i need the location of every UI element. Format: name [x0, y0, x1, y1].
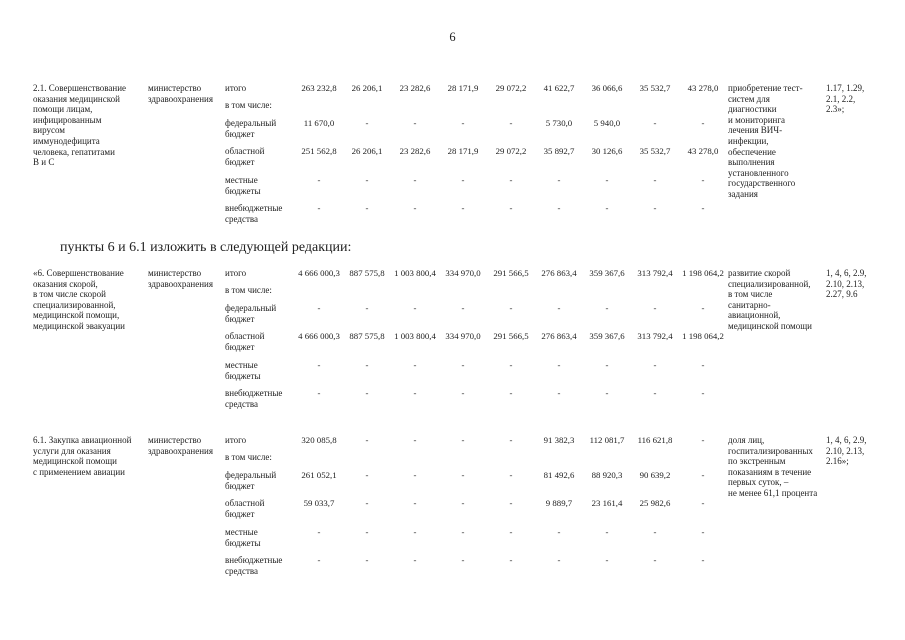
amount-total-cell: 112 081,7 — [589, 435, 625, 445]
funding-source-local-budgets-line: местные — [225, 360, 258, 370]
item-title-line: специализированной, — [33, 299, 116, 310]
expected-result — [728, 435, 817, 499]
amount-regional-budget-cell: 276 863,4 — [541, 331, 577, 341]
funding-source-extrabudgetary-funds — [225, 555, 282, 577]
expected-result-line: инфекции, — [728, 135, 769, 146]
funding-source-extrabudgetary-funds-line: внебюджетные — [225, 388, 283, 398]
item-title-line: оказания медицинской — [33, 93, 120, 104]
responsible-executor — [148, 435, 213, 456]
amount-federal-budget-cell: 90 639,2 — [639, 470, 671, 480]
item-title-line: вирусом — [33, 125, 65, 136]
amount-federal-budget-cell: - — [701, 303, 705, 313]
amount-federal-budget-cell: - — [509, 303, 513, 313]
amount-extrabudgetary-funds-cell: - — [509, 388, 513, 398]
funding-source-local-budgets — [225, 360, 261, 382]
amount-federal-budget-cell: - — [509, 470, 513, 480]
responsible-executor-line: министерство — [148, 435, 202, 445]
funding-source-total-line: итого — [225, 435, 247, 445]
funding-source-total — [225, 83, 246, 94]
amount-local-budgets-cell: - — [701, 527, 705, 537]
item-title-line: «6. Совершенствование — [33, 268, 124, 278]
amount-federal-budget-cell: 5 730,0 — [545, 118, 573, 128]
item-title-line: инфицированным — [33, 114, 102, 125]
amount-total-cell: 4 666 000,3 — [298, 268, 340, 278]
indicator-refs-line: 1, 4, 6, 2.9, — [826, 268, 867, 278]
expected-result-line: лечения ВИЧ- — [728, 125, 783, 136]
funding-source-federal-budget-line: федеральный — [225, 470, 277, 480]
funding-source-local-budgets-line: местные — [225, 527, 258, 537]
amount-regional-budget-cell: 887 575,8 — [349, 331, 385, 341]
funding-source-including-line: в том числе: — [225, 285, 272, 295]
program-item-6 — [0, 268, 905, 418]
amount-federal-budget-cell: - — [365, 118, 369, 128]
funding-source-including — [225, 285, 272, 296]
amount-federal-budget-cell: 11 670,0 — [303, 118, 335, 128]
item-title — [33, 268, 125, 332]
amount-local-budgets-cell: - — [365, 360, 369, 370]
amount-federal-budget-cell: - — [461, 118, 465, 128]
amount-local-budgets-cell: - — [605, 527, 609, 537]
amount-local-budgets-cell: - — [557, 527, 561, 537]
amount-extrabudgetary-funds-cell: - — [413, 555, 417, 565]
funding-source-federal-budget — [225, 303, 276, 325]
amount-total-cell: 359 367,6 — [589, 268, 625, 278]
amount-local-budgets-cell: - — [509, 360, 513, 370]
funding-source-federal-budget-line: федеральный — [225, 303, 277, 313]
amount-federal-budget-cell: 261 052,1 — [301, 470, 337, 480]
indicator-refs-line: 2.1, 2.2, — [826, 93, 856, 104]
amount-extrabudgetary-funds-cell: - — [317, 203, 321, 213]
amount-local-budgets-cell: - — [413, 175, 417, 185]
amount-regional-budget-cell: 30 126,6 — [591, 146, 623, 156]
amount-regional-budget-cell: 25 982,6 — [639, 498, 671, 508]
item-title-line: оказания скорой, — [33, 278, 98, 289]
responsible-executor — [148, 83, 213, 104]
funding-source-extrabudgetary-funds-line: средства — [225, 214, 259, 224]
expected-result-line: государственного — [728, 178, 796, 189]
item-title-line: человека, гепатитами — [33, 146, 115, 157]
item-title-line: 6.1. Закупка авиационной — [33, 435, 132, 445]
amount-federal-budget-cell: - — [461, 303, 465, 313]
indicator-refs — [826, 268, 867, 300]
amount-regional-budget-cell: 29 072,2 — [495, 146, 527, 156]
amount-extrabudgetary-funds-cell: - — [461, 203, 465, 213]
funding-source-total — [225, 435, 246, 446]
amount-extrabudgetary-funds-cell: - — [701, 555, 705, 565]
funding-source-federal-budget — [225, 118, 276, 140]
funding-source-federal-budget-line: бюджет — [225, 481, 255, 491]
funding-source-local-budgets — [225, 175, 261, 197]
indicator-refs-line: 1.17, 1.29, — [826, 83, 865, 93]
amount-total-cell: - — [509, 435, 513, 445]
amount-federal-budget-cell: 5 940,0 — [593, 118, 621, 128]
amount-local-budgets-cell: - — [557, 360, 561, 370]
amount-extrabudgetary-funds-cell: - — [413, 203, 417, 213]
amount-local-budgets-cell: - — [653, 175, 657, 185]
item-title-line: В и С — [33, 157, 55, 168]
amount-total-cell: - — [413, 435, 417, 445]
expected-result-line: диагностики — [728, 104, 777, 115]
responsible-executor-line: здравоохранения — [148, 445, 214, 456]
indicator-refs-line: 2.3»; — [826, 104, 845, 115]
amount-federal-budget-cell: - — [365, 470, 369, 480]
amount-extrabudgetary-funds-cell: - — [557, 203, 561, 213]
expected-result-line: не менее 61,1 процента — [728, 487, 818, 498]
amount-local-budgets-cell: - — [653, 527, 657, 537]
amount-local-budgets-cell: - — [701, 175, 705, 185]
amount-total-cell: - — [701, 435, 705, 445]
amount-total-cell: 1 198 064,2 — [682, 268, 724, 278]
expected-result-line: показаниям в течение — [728, 466, 812, 477]
funding-source-federal-budget-line: федеральный — [225, 118, 277, 128]
amount-extrabudgetary-funds-cell: - — [509, 555, 513, 565]
amount-regional-budget-cell: 28 171,9 — [447, 146, 479, 156]
expected-result-line: первых суток, – — [728, 477, 789, 488]
funding-source-extrabudgetary-funds — [225, 388, 282, 410]
amount-federal-budget-cell: - — [413, 470, 417, 480]
indicator-refs — [826, 435, 867, 467]
funding-source-local-budgets-line: бюджеты — [225, 186, 261, 196]
amount-extrabudgetary-funds-cell: - — [461, 388, 465, 398]
expected-result-line: обеспечение — [728, 146, 776, 157]
funding-source-extrabudgetary-funds — [225, 203, 282, 225]
expected-result-line: приобретение тест- — [728, 83, 803, 93]
amount-local-budgets-cell: - — [413, 360, 417, 370]
funding-source-federal-budget — [225, 470, 276, 492]
amount-federal-budget-cell: - — [365, 303, 369, 313]
item-title-line: с применением авиации — [33, 466, 125, 477]
funding-source-regional-budget-line: бюджет — [225, 157, 255, 167]
amount-total-cell: 887 575,8 — [349, 268, 385, 278]
amount-regional-budget-cell: 35 892,7 — [543, 146, 575, 156]
item-title — [33, 83, 126, 168]
responsible-executor-line: здравоохранения — [148, 93, 214, 104]
amount-extrabudgetary-funds-cell: - — [557, 555, 561, 565]
indicator-refs-line: 2.27, 9.6 — [826, 289, 858, 300]
funding-source-extrabudgetary-funds-line: средства — [225, 566, 259, 576]
amount-regional-budget-cell: 43 278,0 — [687, 146, 719, 156]
funding-source-including-line: в том числе: — [225, 452, 272, 462]
funding-source-federal-budget-line: бюджет — [225, 314, 255, 324]
indicator-refs-line: 2.16»; — [826, 456, 849, 467]
amount-total-cell: 1 003 800,4 — [394, 268, 436, 278]
page-number: 6 — [449, 30, 456, 44]
funding-source-regional-budget-line: бюджет — [225, 509, 255, 519]
item-title-line: медицинской помощи — [33, 456, 117, 467]
funding-source-local-budgets — [225, 527, 261, 549]
amount-federal-budget-cell: - — [413, 118, 417, 128]
amount-local-budgets-cell: - — [413, 527, 417, 537]
expected-result-line: доля лиц, — [728, 435, 765, 445]
amount-total-cell: 263 232,8 — [301, 83, 337, 93]
amount-extrabudgetary-funds-cell: - — [605, 555, 609, 565]
responsible-executor-line: здравоохранения — [148, 278, 214, 289]
expected-result-line: систем для — [728, 93, 770, 104]
funding-source-extrabudgetary-funds-line: внебюджетные — [225, 203, 283, 213]
funding-source-local-budgets-line: местные — [225, 175, 258, 185]
funding-source-including — [225, 100, 272, 111]
item-title-line: 2.1. Совершенствование — [33, 83, 127, 93]
amount-regional-budget-cell: 313 792,4 — [637, 331, 673, 341]
funding-source-regional-budget — [225, 146, 264, 168]
expected-result-line: авиационной, — [728, 310, 781, 321]
amount-local-budgets-cell: - — [365, 527, 369, 537]
expected-result-line: в том числе — [728, 289, 773, 300]
expected-result-line: развитие скорой — [728, 268, 791, 278]
funding-source-including — [225, 452, 272, 463]
expected-result-line: госпитализированных — [728, 445, 813, 456]
amount-regional-budget-cell: 9 889,7 — [545, 498, 573, 508]
amount-total-cell: 313 792,4 — [637, 268, 673, 278]
amount-extrabudgetary-funds-cell: - — [317, 388, 321, 398]
funding-source-extrabudgetary-funds-line: средства — [225, 399, 259, 409]
amount-local-budgets-cell: - — [461, 527, 465, 537]
funding-source-regional-budget-line: бюджет — [225, 342, 255, 352]
amount-local-budgets-cell: - — [461, 175, 465, 185]
amount-federal-budget-cell: 88 920,3 — [591, 470, 623, 480]
funding-source-extrabudgetary-funds-line: внебюджетные — [225, 555, 283, 565]
amount-extrabudgetary-funds-cell: - — [509, 203, 513, 213]
amount-total-cell: 41 622,7 — [543, 83, 575, 93]
amount-regional-budget-cell: - — [701, 498, 705, 508]
item-title-line: услуги для оказания — [33, 445, 111, 456]
amount-local-budgets-cell: - — [509, 175, 513, 185]
expected-result-line: медицинской помощи — [728, 320, 812, 331]
amount-local-budgets-cell: - — [605, 175, 609, 185]
expected-result — [728, 83, 803, 200]
amount-local-budgets-cell: - — [605, 360, 609, 370]
expected-result-line: задания — [728, 188, 758, 199]
amount-local-budgets-cell: - — [317, 175, 321, 185]
amount-regional-budget-cell: 35 532,7 — [639, 146, 671, 156]
amount-extrabudgetary-funds-cell: - — [653, 388, 657, 398]
amount-total-cell: 35 532,7 — [639, 83, 671, 93]
funding-source-regional-budget-line: областной — [225, 498, 265, 508]
funding-source-regional-budget-line: областной — [225, 146, 265, 156]
amount-total-cell: 43 278,0 — [687, 83, 719, 93]
amount-federal-budget-cell: - — [653, 118, 657, 128]
amount-extrabudgetary-funds-cell: - — [365, 388, 369, 398]
amount-regional-budget-cell: - — [365, 498, 369, 508]
amount-regional-budget-cell: 359 367,6 — [589, 331, 625, 341]
amount-total-cell: 36 066,6 — [591, 83, 623, 93]
funding-source-regional-budget — [225, 498, 264, 520]
amount-federal-budget-cell: - — [461, 470, 465, 480]
expected-result-line: по экстренным — [728, 456, 786, 467]
program-item-6-1 — [0, 435, 905, 585]
amount-extrabudgetary-funds-cell: - — [701, 388, 705, 398]
amount-extrabudgetary-funds-cell: - — [701, 203, 705, 213]
expected-result — [728, 268, 812, 332]
amount-total-cell: 291 566,5 — [493, 268, 529, 278]
responsible-executor-line: министерство — [148, 83, 202, 93]
amount-local-budgets-cell: - — [701, 360, 705, 370]
indicator-refs — [826, 83, 864, 115]
amount-regional-budget-cell: 23 282,6 — [399, 146, 431, 156]
funding-source-local-budgets-line: бюджеты — [225, 371, 261, 381]
amount-total-cell: - — [365, 435, 369, 445]
responsible-executor — [148, 268, 213, 289]
amount-regional-budget-cell: 1 198 064,2 — [682, 331, 724, 341]
amount-regional-budget-cell: 59 033,7 — [303, 498, 335, 508]
amendment-instruction: пункты 6 и 6.1 изложить в следующей редакции: — [60, 240, 352, 255]
responsible-executor-line: министерство — [148, 268, 202, 278]
indicator-refs-line: 2.10, 2.13, — [826, 445, 865, 456]
amount-federal-budget-cell: - — [413, 303, 417, 313]
amount-federal-budget-cell: - — [701, 470, 705, 480]
funding-source-local-budgets-line: бюджеты — [225, 538, 261, 548]
amount-local-budgets-cell: - — [365, 175, 369, 185]
amount-extrabudgetary-funds-cell: - — [557, 388, 561, 398]
amount-total-cell: 29 072,2 — [495, 83, 527, 93]
amount-total-cell: 116 621,8 — [637, 435, 673, 445]
amount-regional-budget-cell: 1 003 800,4 — [394, 331, 436, 341]
amount-regional-budget-cell: 26 206,1 — [351, 146, 383, 156]
item-title-line: медицинской помощи, — [33, 310, 120, 321]
amount-total-cell: 91 382,3 — [543, 435, 575, 445]
amount-extrabudgetary-funds-cell: - — [461, 555, 465, 565]
amount-regional-budget-cell: 334 970,0 — [445, 331, 481, 341]
amount-local-budgets-cell: - — [461, 360, 465, 370]
amount-regional-budget-cell: 4 666 000,3 — [298, 331, 340, 341]
funding-source-total — [225, 268, 246, 279]
amount-regional-budget-cell: 291 566,5 — [493, 331, 529, 341]
amount-total-cell: 23 282,6 — [399, 83, 431, 93]
amount-regional-budget-cell: - — [461, 498, 465, 508]
amount-extrabudgetary-funds-cell: - — [653, 555, 657, 565]
funding-source-total-line: итого — [225, 268, 247, 278]
expected-result-line: выполнения — [728, 157, 775, 168]
amount-extrabudgetary-funds-cell: - — [317, 555, 321, 565]
amount-federal-budget-cell: 81 492,6 — [543, 470, 575, 480]
amount-local-budgets-cell: - — [317, 527, 321, 537]
amount-total-cell: 26 206,1 — [351, 83, 383, 93]
expected-result-line: санитарно- — [728, 299, 771, 310]
item-title-line: помощи лицам, — [33, 104, 93, 115]
amount-total-cell: 276 863,4 — [541, 268, 577, 278]
item-title-line: медицинской эвакуации — [33, 320, 125, 331]
amount-federal-budget-cell: - — [509, 118, 513, 128]
item-title-line: в том числе скорой — [33, 289, 106, 300]
funding-source-regional-budget-line: областной — [225, 331, 265, 341]
item-title — [33, 435, 131, 477]
amount-regional-budget-cell: - — [509, 498, 513, 508]
amount-federal-budget-cell: - — [653, 303, 657, 313]
amount-federal-budget-cell: - — [701, 118, 705, 128]
amount-extrabudgetary-funds-cell: - — [605, 388, 609, 398]
expected-result-line: и мониторинга — [728, 114, 786, 125]
amount-total-cell: 334 970,0 — [445, 268, 481, 278]
funding-source-federal-budget-line: бюджет — [225, 129, 255, 139]
item-title-line: иммунодефицита — [33, 135, 100, 146]
amount-total-cell: 320 085,8 — [301, 435, 337, 445]
amount-extrabudgetary-funds-cell: - — [653, 203, 657, 213]
amount-local-budgets-cell: - — [653, 360, 657, 370]
amount-total-cell: 28 171,9 — [447, 83, 479, 93]
amount-regional-budget-cell: 251 562,8 — [301, 146, 337, 156]
amount-extrabudgetary-funds-cell: - — [365, 203, 369, 213]
expected-result-line: установленного — [728, 167, 789, 178]
amount-extrabudgetary-funds-cell: - — [365, 555, 369, 565]
funding-source-total-line: итого — [225, 83, 247, 93]
indicator-refs-line: 1, 4, 6, 2.9, — [826, 435, 867, 445]
funding-source-regional-budget — [225, 331, 264, 353]
amount-total-cell: - — [461, 435, 465, 445]
amount-regional-budget-cell: 23 161,4 — [591, 498, 623, 508]
amount-federal-budget-cell: - — [317, 303, 321, 313]
amount-federal-budget-cell: - — [605, 303, 609, 313]
amount-extrabudgetary-funds-cell: - — [413, 388, 417, 398]
indicator-refs-line: 2.10, 2.13, — [826, 278, 865, 289]
amount-local-budgets-cell: - — [317, 360, 321, 370]
amount-federal-budget-cell: - — [557, 303, 561, 313]
amount-local-budgets-cell: - — [557, 175, 561, 185]
program-item-2-1 — [0, 83, 905, 233]
expected-result-line: специализированной, — [728, 278, 811, 289]
amount-regional-budget-cell: - — [413, 498, 417, 508]
amount-local-budgets-cell: - — [509, 527, 513, 537]
funding-source-including-line: в том числе: — [225, 100, 272, 110]
amount-extrabudgetary-funds-cell: - — [605, 203, 609, 213]
